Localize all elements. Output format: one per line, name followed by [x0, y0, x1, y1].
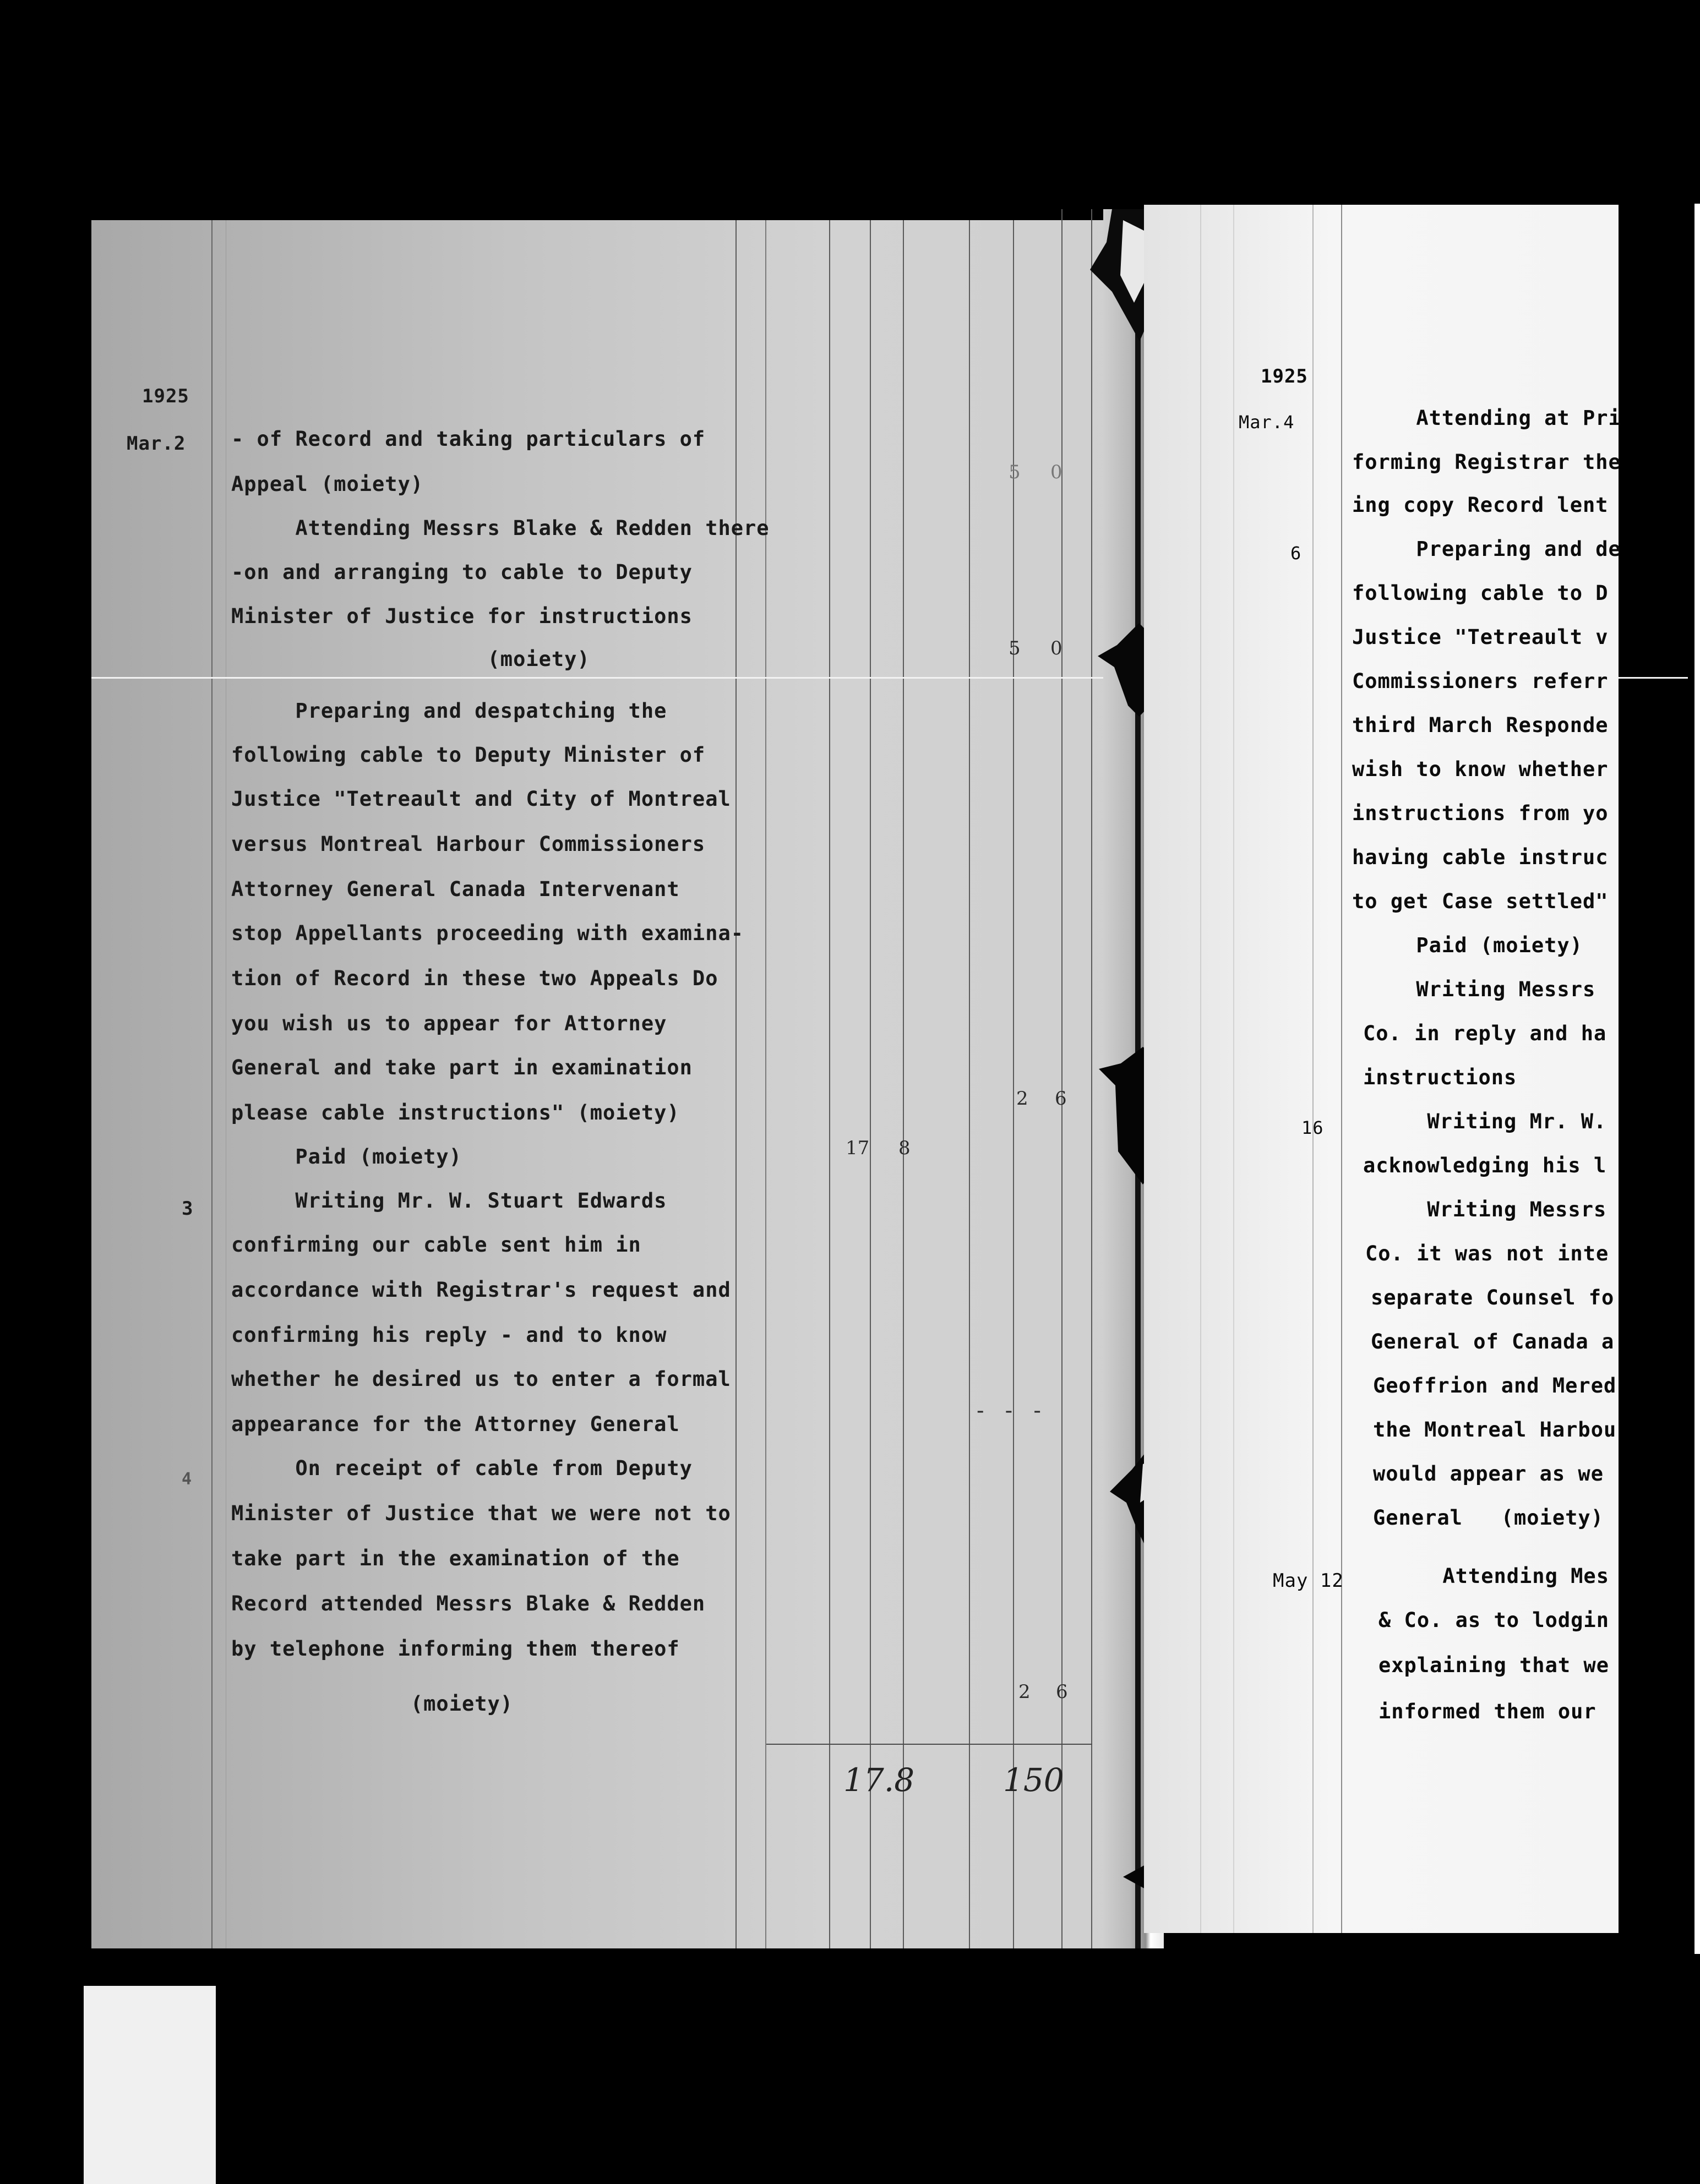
right-entry-line: the Montreal Harbou: [1373, 1418, 1617, 1442]
amount-pence: 0: [1050, 461, 1062, 483]
right-entry-line: Writing Messrs: [1352, 978, 1596, 1001]
left-entry-line: Attorney General Canada Intervenant: [231, 877, 680, 901]
left-entry-line: (moiety): [231, 1692, 514, 1716]
right-entry-line: to get Case settled": [1352, 889, 1609, 913]
left-entry-line: please cable instructions" (moiety): [231, 1101, 680, 1124]
money-rule-6: [969, 220, 970, 1948]
right-date-rule-1: [1200, 205, 1201, 1933]
money-rule-9: [1091, 209, 1092, 1948]
right-entry-line: Geoffrion and Mered: [1373, 1374, 1617, 1397]
amount-shillings: 5: [1009, 637, 1021, 659]
right-entry-line: General of Canada a: [1371, 1330, 1615, 1353]
left-entry-line: Justice "Tetreault and City of Montreal: [231, 787, 731, 811]
right-entry-line: Co. in reply and ha: [1363, 1022, 1607, 1045]
right-entry-line: third March Responde: [1352, 713, 1609, 737]
right-entry-line: Co. it was not inte: [1365, 1242, 1609, 1265]
right-date-mar4: Mar.4: [1239, 412, 1295, 433]
right-entry-line: ing copy Record lent: [1352, 493, 1609, 517]
total-rule: [766, 1744, 1092, 1745]
handwritten-total-2: 150: [1003, 1761, 1064, 1799]
right-entry-line: Writing Mr. W.: [1363, 1110, 1607, 1133]
left-entry-line: confirming our cable sent him in: [231, 1233, 641, 1257]
amount-shillings: 2: [1016, 1088, 1028, 1110]
right-entry-line: acknowledging his l: [1363, 1154, 1607, 1177]
right-date-6: 6: [1290, 543, 1302, 564]
left-entry-line: Minister of Justice for instructions: [231, 604, 693, 628]
right-entry-line: & Co. as to lodgin: [1378, 1608, 1609, 1632]
right-text-rule: [1341, 205, 1342, 1933]
right-entry-line: Justice "Tetreault v: [1352, 625, 1609, 649]
left-entry-line: Minister of Justice that we were not to: [231, 1502, 731, 1525]
right-entry-line: would appear as we: [1373, 1462, 1604, 1486]
right-year: 1925: [1261, 365, 1308, 387]
left-entry-line: following cable to Deputy Minister of: [231, 743, 706, 767]
left-entry-line: whether he desired us to enter a formal: [231, 1367, 731, 1391]
right-entry-line: Commissioners referr: [1352, 669, 1609, 693]
right-entry-line: Attending Mes: [1378, 1564, 1609, 1588]
right-date-16: 16: [1301, 1117, 1324, 1138]
left-entry-line: - of Record and taking particulars of: [231, 427, 706, 451]
left-year: 1925: [142, 385, 189, 407]
right-date-may12: May 12: [1273, 1570, 1344, 1592]
left-entry-line: take part in the examination of the: [231, 1547, 680, 1570]
money-rule-5: [903, 220, 904, 1948]
handwritten-total-1: 17.8: [843, 1761, 915, 1799]
left-entry-line: tion of Record in these two Appeals Do: [231, 967, 718, 990]
right-entry-line: instructions from yo: [1352, 801, 1609, 825]
money-rule-2: [765, 220, 766, 1948]
left-entry-line: appearance for the Attorney General: [231, 1412, 680, 1436]
right-entry-line: wish to know whether: [1352, 757, 1609, 781]
left-entry-line: Paid (moiety): [231, 1145, 462, 1169]
next-page-edge: [1694, 204, 1700, 1954]
left-entry-line: General and take part in examination: [231, 1056, 693, 1079]
right-entry-line: having cable instruc: [1352, 845, 1609, 869]
left-entry-line: you wish us to appear for Attorney: [231, 1012, 667, 1035]
left-entry-line: stop Appellants proceeding with examina-: [231, 921, 744, 945]
money-rule-4: [870, 220, 871, 1948]
left-date-4: 4: [182, 1470, 193, 1489]
left-entry-line: confirming his reply - and to know: [231, 1323, 667, 1347]
right-date-rule-2: [1233, 205, 1234, 1933]
left-entry-line: Preparing and despatching the: [231, 699, 667, 723]
amount-shillings: 2: [1018, 1681, 1031, 1703]
left-entry-line: by telephone informing them thereof: [231, 1637, 680, 1661]
right-entry-line: Paid (moiety): [1352, 933, 1583, 957]
right-entry-line: forming Registrar the: [1352, 450, 1621, 474]
left-entry-line: Appeal (moiety): [231, 472, 424, 496]
left-entry-line: Attending Messrs Blake & Redden there: [231, 516, 770, 540]
left-date-3: 3: [182, 1198, 194, 1220]
right-entry-line: Preparing and de: [1352, 537, 1621, 561]
left-entry-line: versus Montreal Harbour Commissioners: [231, 832, 706, 856]
amount-shillings: 5: [1009, 461, 1021, 483]
right-entry-line: instructions: [1363, 1066, 1517, 1089]
left-entry-line: accordance with Registrar's request and: [231, 1278, 731, 1302]
paid-shillings: 8: [898, 1137, 911, 1159]
amount-pence: 6: [1056, 1681, 1068, 1703]
amount-pence: 6: [1055, 1088, 1067, 1110]
left-entry-line: On receipt of cable from Deputy: [231, 1456, 693, 1480]
money-rule-3: [829, 220, 830, 1948]
amount-pence: 0: [1050, 637, 1062, 659]
left-entry-line: (moiety): [231, 647, 590, 671]
right-entry-line: explaining that we: [1378, 1653, 1609, 1677]
scan-border: [1619, 0, 1700, 2184]
right-entry-line: Attending at Pri: [1352, 406, 1621, 430]
right-entry-line: informed them our: [1378, 1700, 1597, 1723]
right-entry-line: Writing Messrs: [1363, 1198, 1607, 1221]
scan-target-card: [84, 1986, 216, 2184]
left-entry-line: -on and arranging to cable to Deputy: [231, 560, 693, 584]
paid-pounds: 17: [846, 1137, 870, 1159]
right-entry-line: separate Counsel fo: [1371, 1286, 1615, 1309]
left-entry-line: Writing Mr. W. Stuart Edwards: [231, 1189, 667, 1213]
left-entry-line: Record attended Messrs Blake & Redden: [231, 1592, 706, 1615]
right-entry-line: General (moiety): [1373, 1506, 1604, 1530]
money-rule-1: [735, 220, 737, 1948]
left-date-mar2: Mar.2: [127, 433, 186, 455]
right-date-rule-3: [1312, 205, 1314, 1933]
amount-dashes: - - -: [977, 1398, 1041, 1423]
right-entry-line: following cable to D: [1352, 581, 1609, 605]
date-column-rule: [211, 220, 212, 1948]
